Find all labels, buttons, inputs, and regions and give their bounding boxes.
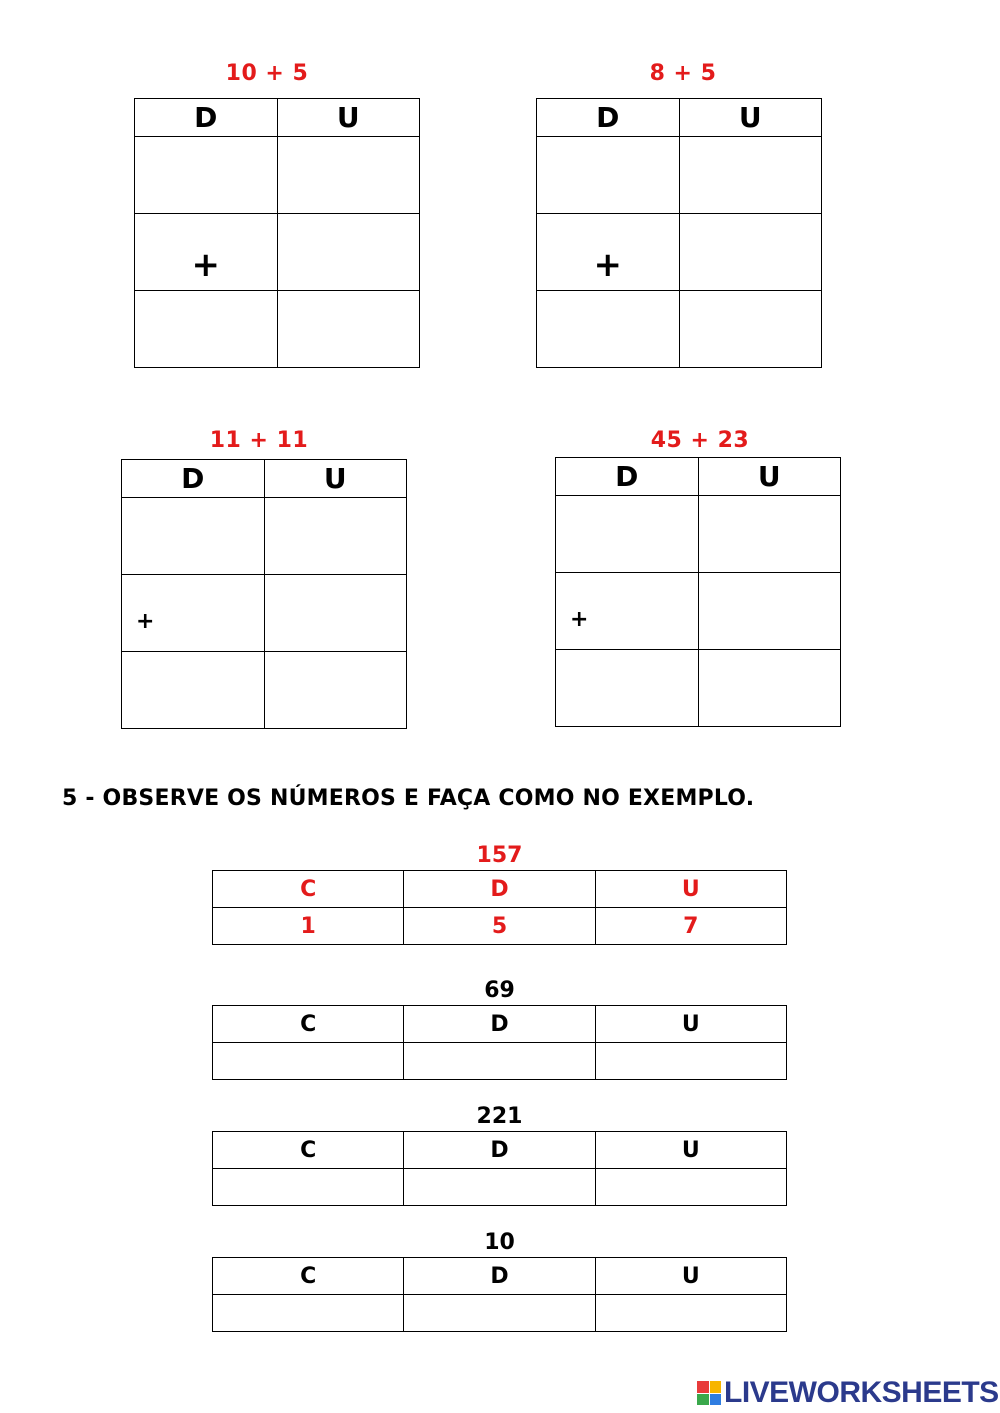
exercise-3-number: 10	[484, 1230, 515, 1255]
header-c: C	[213, 1132, 404, 1169]
logo-tile	[697, 1381, 709, 1393]
logo-tile	[697, 1394, 709, 1406]
answer-cell[interactable]	[135, 214, 278, 291]
answer-cell[interactable]	[537, 137, 680, 214]
example-number: 157	[476, 843, 523, 868]
header-u: U	[264, 460, 407, 498]
exercise-1-number: 69	[484, 978, 515, 1003]
answer-cell[interactable]	[122, 652, 265, 729]
header-u: U	[595, 1006, 786, 1043]
header-d: D	[135, 99, 278, 137]
answer-d[interactable]	[404, 1169, 595, 1206]
answer-cell[interactable]	[537, 214, 680, 291]
problem-4-table	[555, 457, 841, 727]
problem-2-table	[536, 98, 822, 368]
header-u: U	[277, 99, 420, 137]
problem-2-title: 8 + 5	[649, 61, 717, 86]
header-c: C	[213, 871, 404, 908]
problem-1-table	[134, 98, 420, 368]
answer-cell[interactable]	[537, 291, 680, 368]
header-d: D	[537, 99, 680, 137]
exercise-2-number: 221	[476, 1104, 523, 1129]
value-u: 7	[595, 908, 786, 945]
plus-sign: +	[593, 245, 622, 285]
answer-cell[interactable]	[277, 214, 420, 291]
answer-c[interactable]	[213, 1043, 404, 1080]
liveworksheets-logo-icon	[697, 1381, 721, 1405]
answer-cell[interactable]	[277, 291, 420, 368]
answer-u[interactable]	[595, 1169, 786, 1206]
answer-c[interactable]	[213, 1295, 404, 1332]
header-u: U	[595, 1132, 786, 1169]
answer-u[interactable]	[595, 1043, 786, 1080]
answer-d[interactable]	[404, 1295, 595, 1332]
answer-cell[interactable]	[556, 573, 699, 650]
answer-cell[interactable]	[556, 496, 699, 573]
liveworksheets-logo	[697, 1376, 999, 1410]
answer-cell[interactable]	[679, 214, 822, 291]
header-c: C	[213, 1258, 404, 1295]
answer-cell[interactable]	[122, 498, 265, 575]
problem-3-table	[121, 459, 407, 729]
exercise-2-table	[212, 1131, 787, 1206]
logo-tile	[710, 1381, 722, 1393]
exercise-1-table	[212, 1005, 787, 1080]
logo-tile	[710, 1394, 722, 1406]
answer-cell[interactable]	[277, 137, 420, 214]
answer-cell[interactable]	[135, 291, 278, 368]
answer-cell[interactable]	[264, 652, 407, 729]
answer-cell[interactable]	[679, 137, 822, 214]
problem-4-title: 45 + 23	[650, 428, 750, 453]
value-c: 1	[213, 908, 404, 945]
header-c: C	[213, 1006, 404, 1043]
header-d: D	[122, 460, 265, 498]
answer-cell[interactable]	[264, 498, 407, 575]
plus-sign: +	[191, 245, 220, 285]
problem-3-title: 11 + 11	[209, 428, 309, 453]
header-d: D	[404, 1258, 595, 1295]
example-table	[212, 870, 787, 945]
section-5-heading: 5 - OBSERVE OS NÚMEROS E FAÇA COMO NO EXEMPLO.	[62, 786, 755, 811]
answer-cell[interactable]	[556, 650, 699, 727]
answer-cell[interactable]	[264, 575, 407, 652]
header-u: U	[595, 871, 786, 908]
value-d: 5	[404, 908, 595, 945]
header-u: U	[698, 458, 841, 496]
answer-d[interactable]	[404, 1043, 595, 1080]
header-u: U	[595, 1258, 786, 1295]
header-d: D	[404, 871, 595, 908]
header-u: U	[679, 99, 822, 137]
plus-sign: +	[136, 609, 155, 634]
answer-cell[interactable]	[698, 496, 841, 573]
header-d: D	[556, 458, 699, 496]
logo-text: LIVEWORKSHEETS	[724, 1376, 999, 1409]
header-d: D	[404, 1132, 595, 1169]
answer-cell[interactable]	[698, 650, 841, 727]
answer-c[interactable]	[213, 1169, 404, 1206]
exercise-3-table	[212, 1257, 787, 1332]
header-d: D	[404, 1006, 595, 1043]
answer-u[interactable]	[595, 1295, 786, 1332]
plus-sign: +	[570, 607, 589, 632]
problem-1-title: 10 + 5	[225, 61, 309, 86]
answer-cell[interactable]	[679, 291, 822, 368]
answer-cell[interactable]	[698, 573, 841, 650]
answer-cell[interactable]	[135, 137, 278, 214]
answer-cell[interactable]	[122, 575, 265, 652]
